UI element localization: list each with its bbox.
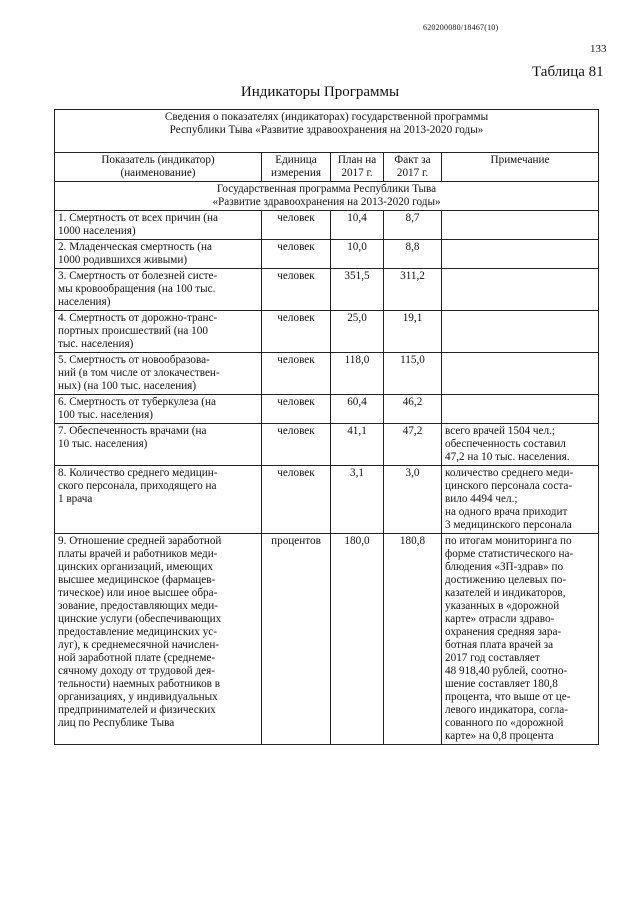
header-line: Примечание <box>490 154 550 166</box>
note-cell <box>442 424 599 466</box>
indicator-name-cell <box>55 311 262 353</box>
table-header-row <box>55 153 599 182</box>
unit-cell: человек <box>262 424 331 466</box>
cell-line: обеспеченность составил <box>445 438 566 450</box>
cell-line: ботная плата врачей за <box>445 639 554 651</box>
indicator-name-cell <box>55 269 262 311</box>
cell-line: сячному доходу от трудовой дея- <box>58 665 215 677</box>
cell-line: тельности) наемных работников в <box>58 678 221 690</box>
cell-line: лиц по Республике Тыва <box>58 717 175 729</box>
column-header-unit <box>262 153 331 182</box>
cell-line: портных происшествий (на 100 <box>58 325 208 337</box>
cell-line: указанных в «дорожной <box>445 600 560 612</box>
table-row <box>55 353 599 395</box>
cell-line: карте» отрасли здраво- <box>445 613 555 625</box>
cell-line: достижению целевых по- <box>445 574 567 586</box>
fact-cell: 311,2 <box>384 269 442 311</box>
indicator-name-cell <box>55 240 262 269</box>
section-line: «Развитие здравоохранения на 2013-2020 годы» <box>212 196 441 208</box>
caption-line: Сведения о показателях (индикаторах) государственной программы <box>164 111 489 123</box>
page-title: Индикаторы Программы <box>240 84 400 100</box>
table-row <box>55 395 599 424</box>
note-cell <box>442 353 599 395</box>
cell-line: карте» на 0,8 процента <box>445 730 554 742</box>
table-row <box>55 534 599 745</box>
cell-line: цинские услуги (обеспечивающих <box>58 613 222 625</box>
fact-cell: 46,2 <box>384 395 442 424</box>
cell-line: 3 медицинского персонала <box>445 519 572 531</box>
cell-line: 100 тыс. населения) <box>58 409 153 421</box>
header-line: (наименование) <box>120 167 196 179</box>
table-row <box>55 424 599 466</box>
note-cell <box>442 395 599 424</box>
note-cell <box>442 240 599 269</box>
document-number: 620200080/18467(10) <box>423 23 499 32</box>
fact-cell: 47,2 <box>384 424 442 466</box>
table-row <box>55 466 599 534</box>
cell-line: 1000 населения) <box>58 225 136 237</box>
indicator-name-cell <box>55 466 262 534</box>
cell-line: 1 врача <box>58 493 93 505</box>
cell-line: платы врачей и работников меди- <box>58 548 218 560</box>
unit-cell: человек <box>262 269 331 311</box>
cell-line: 1000 родившихся живыми) <box>58 254 188 266</box>
cell-line: казателей и индикаторов, <box>445 587 566 599</box>
table-row <box>55 269 599 311</box>
header-line: Единица <box>275 154 317 166</box>
cell-line: 1. Смертность от всех причин (на <box>58 212 218 224</box>
fact-cell: 180,8 <box>384 534 442 745</box>
cell-line: 6. Смертность от туберкулеза (на <box>58 396 216 408</box>
cell-line: всего врачей 1504 чел.; <box>445 425 556 437</box>
cell-line: цинского персонала соста- <box>445 480 573 492</box>
header-line: Показатель (индикатор) <box>101 154 215 166</box>
indicators-table <box>54 109 599 745</box>
cell-line: блюдения «ЗП-здрав» по <box>445 561 564 573</box>
cell-line: ний (в том числе от злокачествен- <box>58 367 220 379</box>
unit-cell: человек <box>262 211 331 240</box>
cell-line: населения) <box>58 296 111 308</box>
unit-cell: человек <box>262 353 331 395</box>
cell-line: вило 4494 чел.; <box>445 493 518 505</box>
indicator-name-cell <box>55 534 262 745</box>
cell-line: предпринимателей и физических <box>58 704 216 716</box>
cell-line: высшее медицинское (фармацев- <box>58 574 216 586</box>
cell-line: 5. Смертность от новообразова- <box>58 354 210 366</box>
plan-cell: 10,4 <box>331 211 384 240</box>
column-header-plan <box>331 153 384 182</box>
cell-line: цинских организаций, имеющих <box>58 561 213 573</box>
cell-line: тыс. населения) <box>58 338 134 350</box>
section-row <box>55 182 599 211</box>
cell-line: на одного врача приходит <box>445 506 568 518</box>
plan-cell: 3,1 <box>331 466 384 534</box>
cell-line: мы кровообращения (на 100 тыс. <box>58 283 216 295</box>
cell-line: процента, что выше от це- <box>445 691 571 703</box>
cell-line: 2017 год составляет <box>445 652 540 664</box>
unit-cell: человек <box>262 240 331 269</box>
fact-cell: 3,0 <box>384 466 442 534</box>
column-header-indicator <box>55 153 262 182</box>
header-line: измерения <box>271 167 321 179</box>
column-header-note <box>442 153 599 182</box>
unit-cell: человек <box>262 395 331 424</box>
plan-cell: 41,1 <box>331 424 384 466</box>
indicator-name-cell <box>55 395 262 424</box>
plan-cell: 25,0 <box>331 311 384 353</box>
cell-line: левого индикатора, согла- <box>445 704 568 716</box>
note-cell <box>442 269 599 311</box>
table-row <box>55 240 599 269</box>
cell-line: сованного по «дорожной <box>445 717 564 729</box>
fact-cell: 8,7 <box>384 211 442 240</box>
cell-line: ной заработной плате (среднеме- <box>58 652 216 664</box>
section-title <box>55 182 599 211</box>
header-line: Факт за <box>394 154 431 166</box>
table-caption <box>55 110 599 153</box>
note-cell <box>442 466 599 534</box>
indicator-name-cell <box>55 353 262 395</box>
fact-cell: 115,0 <box>384 353 442 395</box>
indicator-name-cell <box>55 424 262 466</box>
cell-line: зование, предоставляющих меди- <box>58 600 219 612</box>
note-cell <box>442 534 599 745</box>
table-row <box>55 211 599 240</box>
column-header-fact <box>384 153 442 182</box>
cell-line: 9. Отношение средней заработной <box>58 535 222 547</box>
header-line: 2017 г. <box>396 167 429 179</box>
cell-line: по итогам мониторинга по <box>445 535 572 547</box>
table-number: Таблица 81 <box>532 64 604 80</box>
section-line: Государственная программа Республики Тыва <box>216 183 437 195</box>
cell-line: 3. Смертность от болезней систе- <box>58 270 218 282</box>
fact-cell: 8,8 <box>384 240 442 269</box>
cell-line: луг), к среднемесячной начислен- <box>58 639 220 651</box>
cell-line: 47,2 на 10 тыс. населения. <box>445 451 570 463</box>
header-line: 2017 г. <box>341 167 373 179</box>
unit-cell: процентов <box>262 534 331 745</box>
plan-cell: 118,0 <box>331 353 384 395</box>
cell-line: 8. Количество среднего медицин- <box>58 467 218 479</box>
cell-line: 4. Смертность от дорожно-транс- <box>58 312 218 324</box>
cell-line: 7. Обеспеченность врачами (на <box>58 425 207 437</box>
cell-line: количество среднего меди- <box>445 467 574 479</box>
cell-line: 48 918,40 рублей, соотно- <box>445 665 568 677</box>
note-cell <box>442 211 599 240</box>
cell-line: ского персонала, приходящего на <box>58 480 217 492</box>
caption-line: Республики Тыва «Развитие здравоохранения на 2013-2020 годы» <box>169 124 484 136</box>
cell-line: форме статистического на- <box>445 548 574 560</box>
header-line: План на <box>337 154 377 166</box>
plan-cell: 351,5 <box>331 269 384 311</box>
plan-cell: 180,0 <box>331 534 384 745</box>
plan-cell: 10,0 <box>331 240 384 269</box>
note-cell <box>442 311 599 353</box>
cell-line: 10 тыс. населения) <box>58 438 148 450</box>
cell-line: ных) (на 100 тыс. населения) <box>58 380 197 392</box>
table-row <box>55 311 599 353</box>
cell-line: предоставление медицинских ус- <box>58 626 217 638</box>
plan-cell: 60,4 <box>331 395 384 424</box>
cell-line: тическое) или иное высшее обра- <box>58 587 218 599</box>
fact-cell: 19,1 <box>384 311 442 353</box>
cell-line: охранения средняя зара- <box>445 626 562 638</box>
cell-line: шение составляет 180,8 <box>445 678 558 690</box>
indicator-name-cell <box>55 211 262 240</box>
unit-cell: человек <box>262 311 331 353</box>
cell-line: организациях, у индивидуальных <box>58 691 218 703</box>
cell-line: 2. Младенческая смертность (на <box>58 241 212 253</box>
table-caption-row <box>55 110 599 153</box>
unit-cell: человек <box>262 466 331 534</box>
page-number: 133 <box>590 43 607 55</box>
